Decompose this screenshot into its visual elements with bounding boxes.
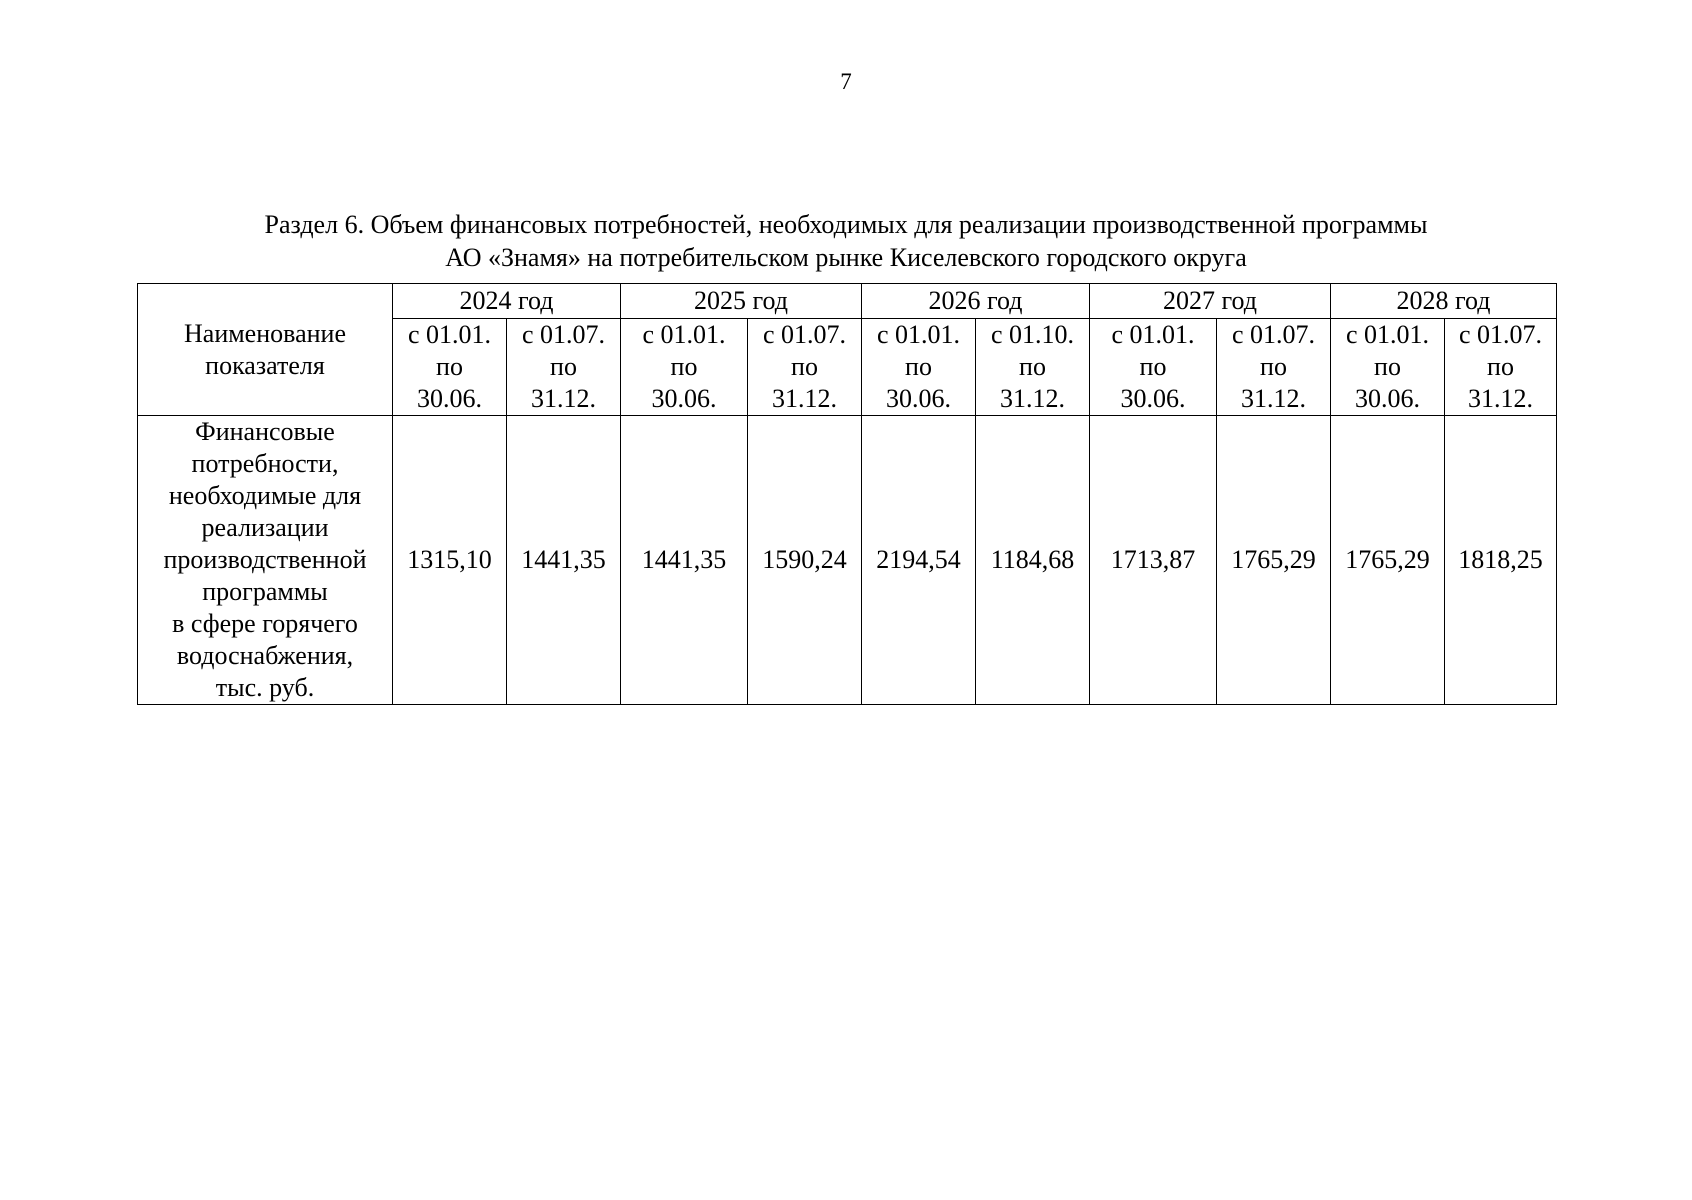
period-by: по (1487, 352, 1514, 381)
indicator-name-header (138, 284, 393, 416)
period-header (862, 319, 976, 416)
period-to: 30.06. (651, 384, 717, 413)
year-header-2028: 2028 год (1331, 284, 1557, 319)
indicator-name-line: производственной (163, 545, 367, 574)
period-header (976, 319, 1090, 416)
year-header-2024: 2024 год (393, 284, 621, 319)
value-cell: 1315,10 (393, 416, 507, 705)
indicator-name-line: водоснабжения, (176, 641, 354, 670)
period-header (1090, 319, 1217, 416)
section-title (0, 208, 1692, 274)
period-by: по (1374, 352, 1401, 381)
indicator-name-line: необходимые для (168, 481, 362, 510)
value-cell: 1441,35 (621, 416, 748, 705)
period-header (748, 319, 862, 416)
period-from: с 01.01. (642, 320, 726, 349)
indicator-name-line: потребности, (191, 449, 339, 478)
value-cell: 1765,29 (1217, 416, 1331, 705)
period-by: по (905, 352, 932, 381)
year-header-2027: 2027 год (1090, 284, 1331, 319)
period-header (393, 319, 507, 416)
section-title-line-1: Раздел 6. Объем финансовых потребностей, необходимых для реализации производственной программы (264, 210, 1428, 239)
period-by: по (670, 352, 698, 381)
value-cell: 1184,68 (976, 416, 1090, 705)
period-by: по (550, 352, 577, 381)
year-header-2025: 2025 год (621, 284, 862, 319)
value-cell: 1818,25 (1445, 416, 1557, 705)
indicator-name-header-line-1: Наименование (184, 318, 346, 348)
period-to: 30.06. (417, 384, 482, 413)
period-to: 31.12. (1468, 384, 1533, 413)
year-header-2026: 2026 год (862, 284, 1090, 319)
value-cell: 1590,24 (748, 416, 862, 705)
period-to: 31.12. (772, 384, 837, 413)
period-by: по (436, 352, 463, 381)
indicator-name-line: реализации (201, 513, 329, 542)
value-cell: 1765,29 (1331, 416, 1445, 705)
period-by: по (791, 352, 818, 381)
indicator-name-line: тыс. руб. (215, 673, 315, 702)
year-header-row (138, 284, 1557, 319)
period-to: 30.06. (886, 384, 951, 413)
period-from: с 01.01. (1111, 320, 1195, 349)
period-to: 31.12. (1000, 384, 1065, 413)
period-header (507, 319, 621, 416)
financial-needs-table (137, 283, 1557, 705)
period-from: с 01.07. (762, 320, 847, 349)
indicator-name-header-line-2: показателя (205, 350, 325, 380)
period-header (621, 319, 748, 416)
indicator-name-line: Финансовые (195, 417, 335, 446)
period-from: с 01.07. (521, 320, 606, 349)
indicator-name-cell (138, 416, 393, 705)
value-cell: 2194,54 (862, 416, 976, 705)
period-from: с 01.07. (1231, 320, 1316, 349)
table-row (138, 416, 1557, 705)
indicator-name-line: в сфере горячего (172, 609, 358, 638)
value-cell: 1441,35 (507, 416, 621, 705)
period-header (1331, 319, 1445, 416)
indicator-name-line: программы (202, 577, 328, 606)
period-from: с 01.01. (876, 320, 961, 349)
period-to: 30.06. (1120, 384, 1186, 413)
period-to: 31.12. (531, 384, 596, 413)
period-from: с 01.10. (990, 320, 1075, 349)
value-cell: 1713,87 (1090, 416, 1217, 705)
period-from: с 01.01. (1345, 320, 1430, 349)
period-from: с 01.07. (1458, 320, 1543, 349)
period-by: по (1139, 352, 1167, 381)
period-from: с 01.01. (407, 320, 492, 349)
period-to: 31.12. (1241, 384, 1306, 413)
period-by: по (1019, 352, 1046, 381)
period-header (1217, 319, 1331, 416)
period-to: 30.06. (1355, 384, 1420, 413)
period-by: по (1260, 352, 1287, 381)
page-number: 7 (840, 69, 852, 94)
period-header (1445, 319, 1557, 416)
section-title-line-2: АО «Знамя» на потребительском рынке Киселевского городского округа (445, 243, 1247, 272)
